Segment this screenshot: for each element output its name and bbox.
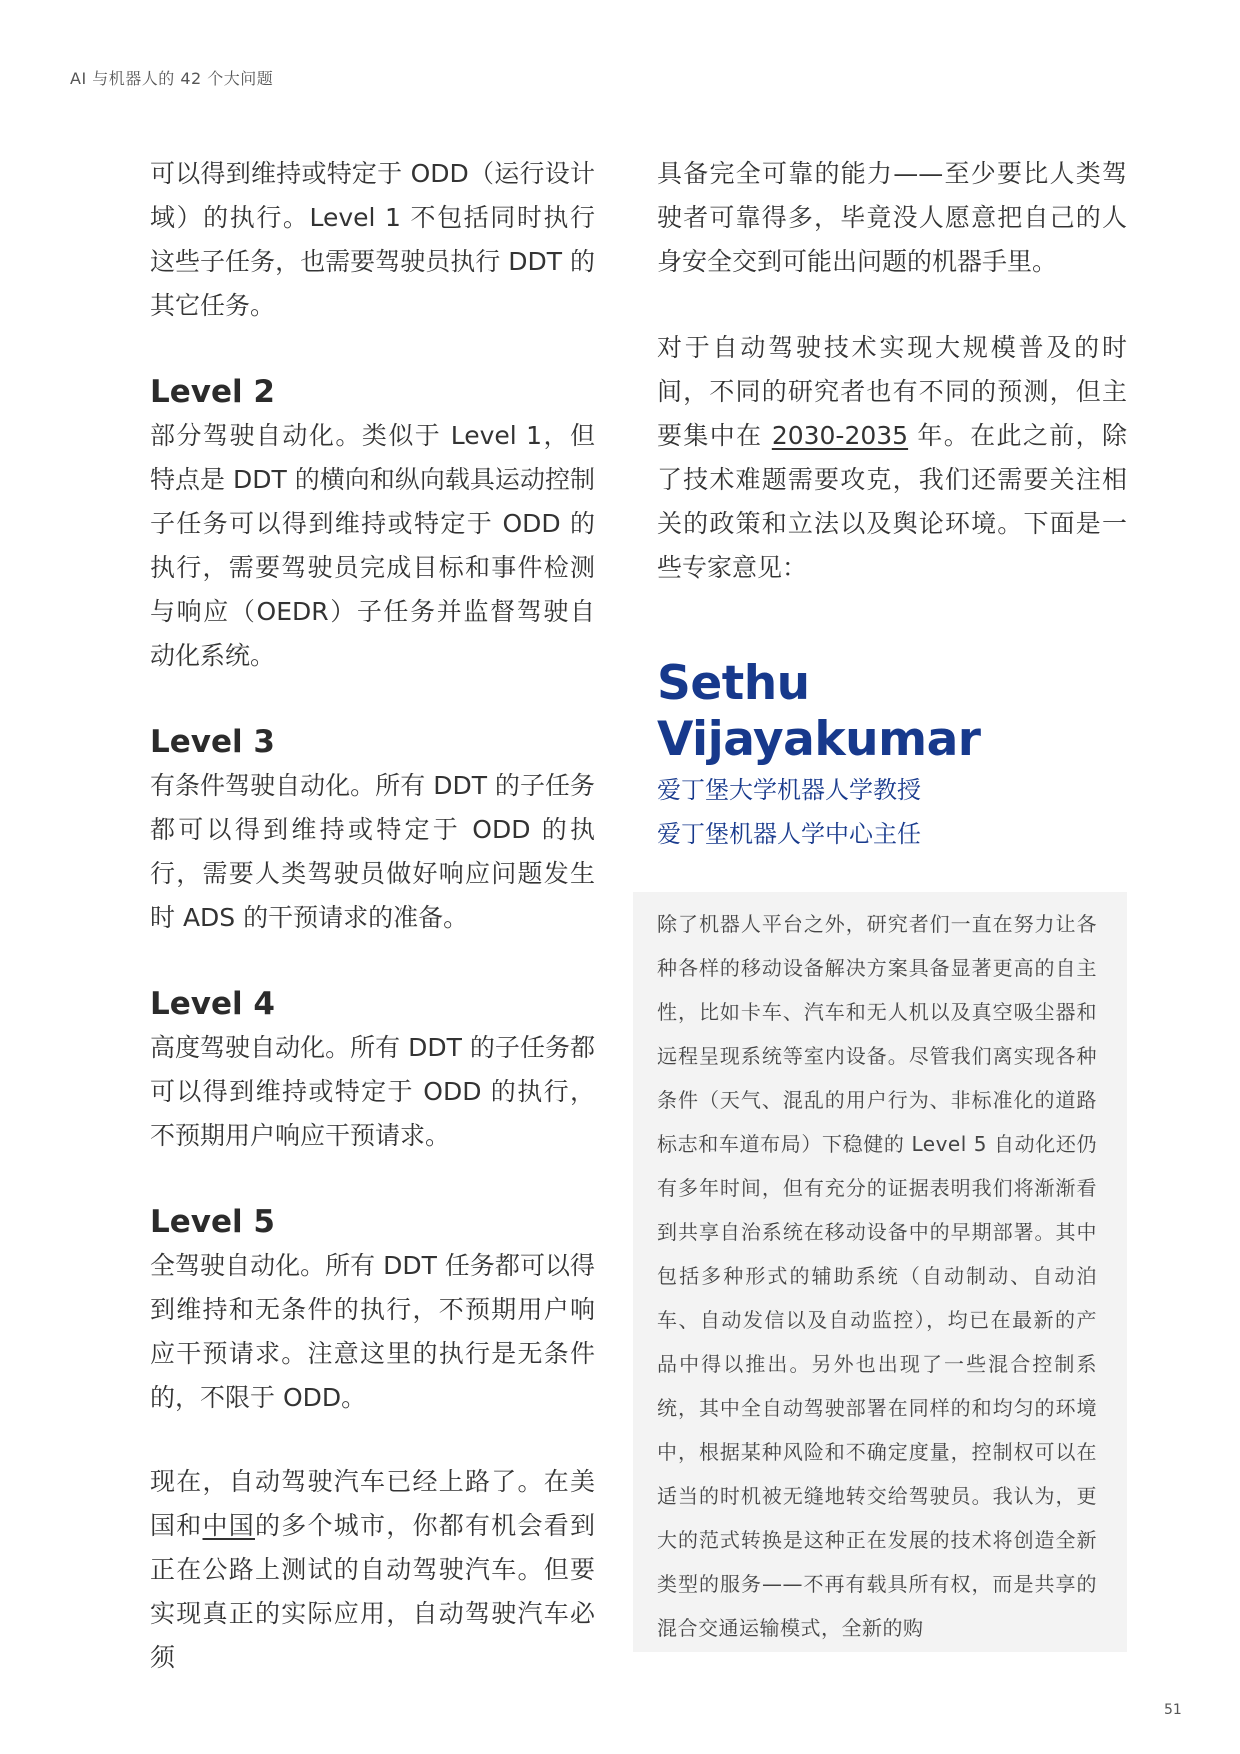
continuation-paragraph: 具备完全可靠的能力——至少要比人类驾驶者可靠得多，毕竟没人愿意把自己的人身安全交到可能出问题的机器手里。 — [657, 159, 1127, 276]
timeline-paragraph — [657, 326, 1127, 590]
level-5-text: 全驾驶自动化。所有 DDT 任务都可以得到维持和无条件的执行，不预期用户响应干预请求。注意这里的执行是无条件的，不限于 ODD。 — [150, 1251, 595, 1412]
china-link[interactable]: 中国 — [202, 1511, 255, 1540]
closing-text-before: 现在，自动驾驶汽车已经上路了。在美国和 — [150, 1467, 595, 1540]
closing-text-after: 的多个城市，你都有机会看到正在公路上测试的自动驾驶汽车。但要实现真正的实际应用，自动驾驶汽车必须 — [150, 1511, 595, 1672]
closing-paragraph — [150, 1460, 595, 1680]
expert-quote-box — [633, 892, 1127, 1652]
page-number: 51 — [1164, 1702, 1182, 1718]
level-3-heading: Level 3 — [150, 724, 275, 760]
right-column — [657, 152, 1127, 856]
timeline-text-before: 对于自动驾驶技术实现大规模普及的时间，不同的研究者也有不同的预测，但主要集中在 — [657, 333, 1127, 450]
level-2-heading: Level 2 — [150, 374, 275, 410]
year-range-link[interactable]: 2030-2035 — [771, 421, 909, 450]
left-column — [150, 152, 595, 1680]
level-4-heading: Level 4 — [150, 986, 275, 1022]
expert-quote-text: 除了机器人平台之外，研究者们一直在努力让各种各样的移动设备解决方案具备显著更高的自主性，比如卡车、汽车和无人机以及真空吸尘器和远程呈现系统等室内设备。尽管我们离实现各种条件（天气、混乱的用户行为、非标准化的道路标志和车道布局）下稳健的 Level 5 自动化还仍有多年时间，但有充分的证据表明我们将渐渐看到共享自治系统在移动设备中的早期部署。其中包括多种形式的辅助系统（自动制动、自动泊车、自动发信以及自动监控），均已在最新的产品中得以推出。另外也出现了一些混合控制系统，其中全自动驾驶部署在同样的和均匀的环境中，根据某种风险和不确定度量，控制权可以在适当的时机被无缝地转交给驾驶员。我认为，更大的范式转换是这种正在发展的技术将创造全新类型的服务——不再有载具所有权，而是共享的混合交通运输模式，全新的购 — [657, 912, 1097, 1640]
level-4-text: 高度驾驶自动化。所有 DDT 的子任务都可以得到维持或特定于 ODD 的执行，不预期用户响应干预请求。 — [150, 1033, 595, 1150]
level-2-text: 部分驾驶自动化。类似于 Level 1，但特点是 DDT 的横向和纵向载具运动控制子任务可以得到维持或特定于 ODD 的执行，需要驾驶员完成目标和事件检测与响应（OEDR）子任务并监督驾驶自动化系统。 — [150, 421, 595, 670]
intro-paragraph: 可以得到维持或特定于 ODD（运行设计域）的执行。Level 1 不包括同时执行这些子任务，也需要驾驶员执行 DDT 的其它任务。 — [150, 159, 595, 320]
expert-name: Sethu Vijayakumar — [657, 656, 981, 767]
expert-role-director: 爱丁堡机器人学中心主任 — [657, 820, 921, 848]
expert-role-professor: 爱丁堡大学机器人学教授 — [657, 776, 921, 804]
level-3-text: 有条件驾驶自动化。所有 DDT 的子任务都可以得到维持或特定于 ODD 的执行，需要人类驾驶员做好响应问题发生时 ADS 的干预请求的准备。 — [150, 771, 595, 932]
running-header: AI 与机器人的 42 个大问题 — [70, 69, 274, 88]
timeline-text-after: 年。在此之前，除了技术难题需要攻克，我们还需要关注相关的政策和立法以及舆论环境。下面是一些专家意见： — [657, 421, 1128, 582]
level-5-heading: Level 5 — [150, 1204, 275, 1240]
